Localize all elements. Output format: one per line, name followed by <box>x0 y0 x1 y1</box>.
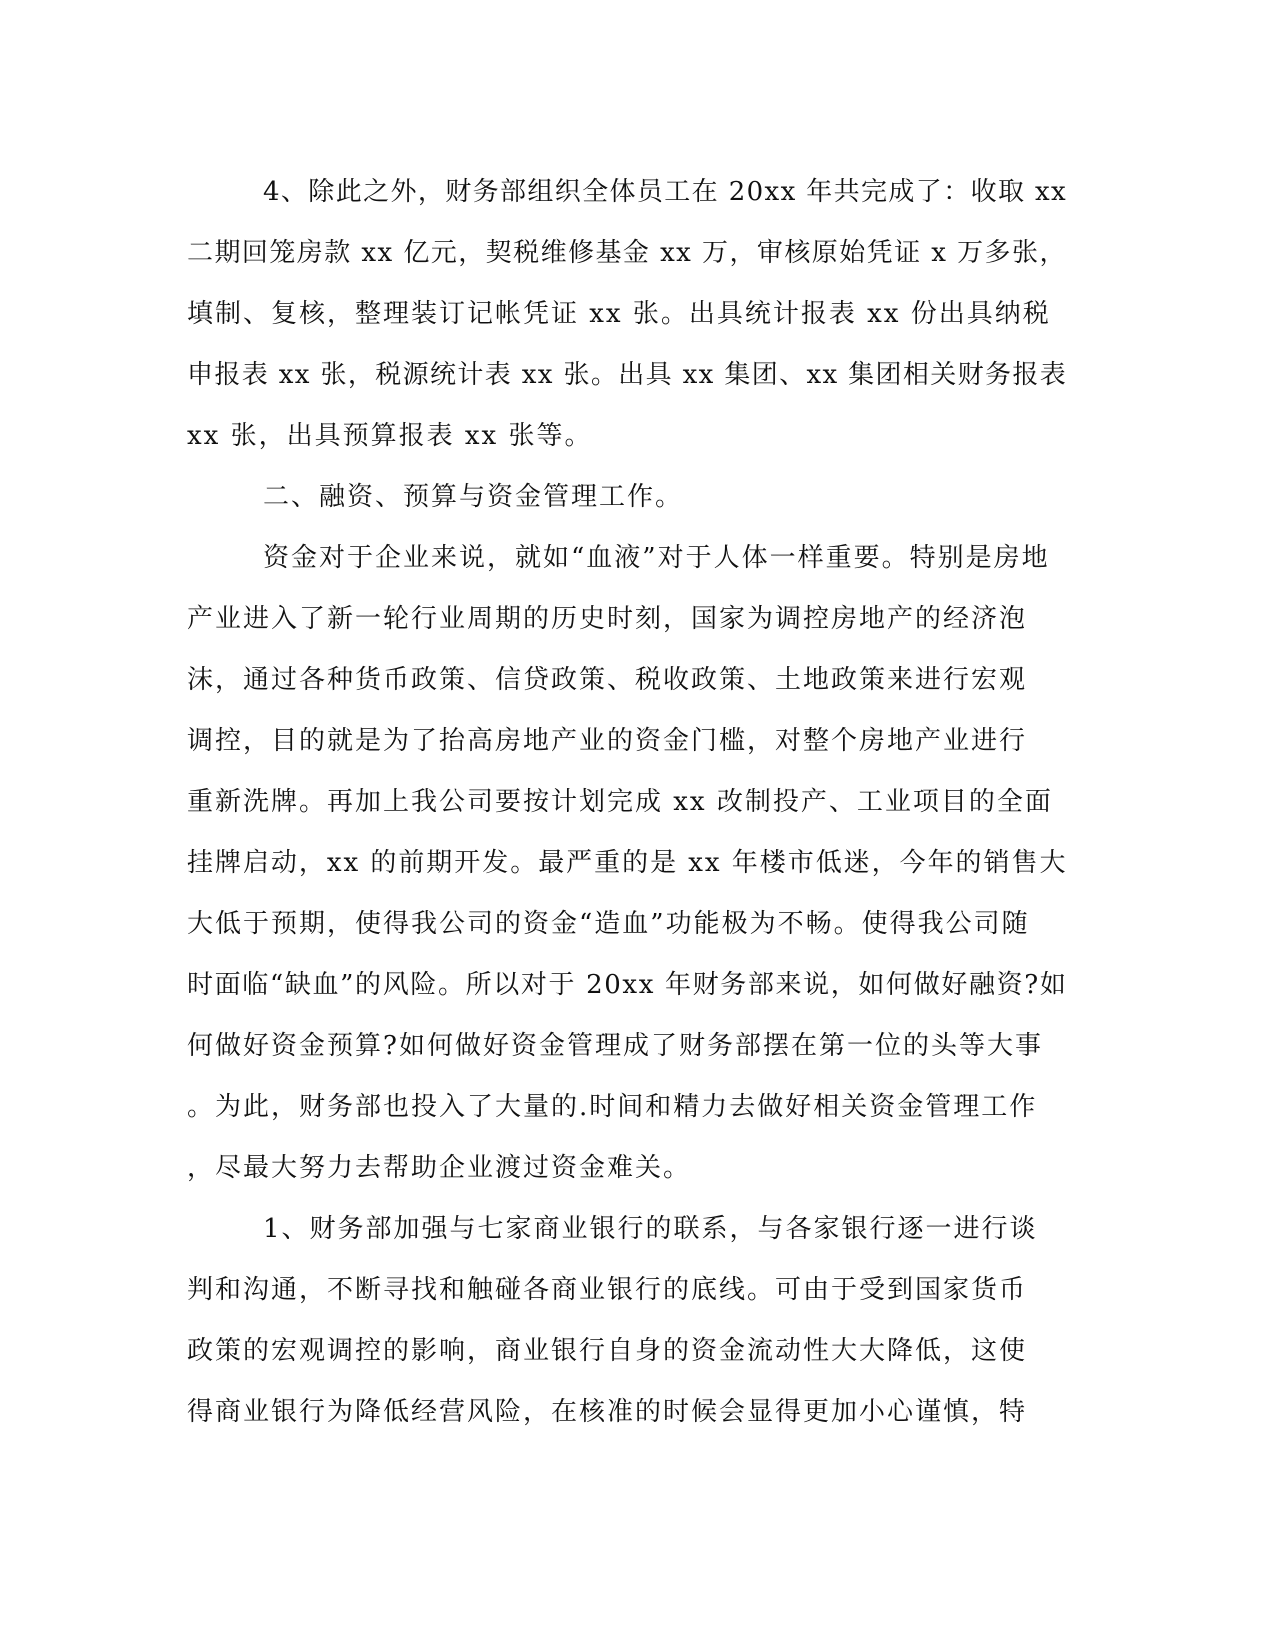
text-line: 1、财务部加强与七家商业银行的联系，与各家银行逐一进行谈 <box>263 1214 1038 1244</box>
section-heading-2 <box>187 467 1087 528</box>
paragraph-funds <box>187 528 1087 1199</box>
text-line: 时面临“缺血”的风险。所以对于 20xx 年财务部来说，如何做好融资?如 <box>187 970 1068 1000</box>
text-line: 填制、复核，整理装订记帐凭证 xx 张。出具统计报表 xx 份出具纳税 <box>187 299 1051 329</box>
text-line: 4、除此之外，财务部组织全体员工在 20xx 年共完成了：收取 xx <box>263 177 1068 207</box>
document-body <box>187 162 1087 1443</box>
text-line: 。为此，财务部也投入了大量的.时间和精力去做好相关资金管理工作 <box>187 1092 1038 1122</box>
text-line: 政策的宏观调控的影响，商业银行自身的资金流动性大大降低，这使 <box>187 1336 1028 1366</box>
text-line: 申报表 xx 张，税源统计表 xx 张。出具 xx 集团、xx 集团相关财务报表 <box>187 360 1068 390</box>
text-line: 大低于预期，使得我公司的资金“造血”功能极为不畅。使得我公司随 <box>187 909 1030 939</box>
text-line: xx 张，出具预算报表 xx 张等。 <box>187 421 593 451</box>
text-line: 挂牌启动，xx 的前期开发。最严重的是 xx 年楼市低迷，今年的销售大 <box>187 848 1068 878</box>
text-line: 重新洗牌。再加上我公司要按计划完成 xx 改制投产、工业项目的全面 <box>187 787 1053 817</box>
text-line: 二期回笼房款 xx 亿元，契税维修基金 xx 万，审核原始凭证 x 万多张， <box>187 238 1067 268</box>
text-line: ，尽最大努力去帮助企业渡过资金难关。 <box>187 1153 692 1183</box>
text-line: 资金对于企业来说，就如“血液”对于人体一样重要。特别是房地 <box>263 543 1050 573</box>
text-line: 产业进入了新一轮行业周期的历史时刻，国家为调控房地产的经济泡 <box>187 604 1028 634</box>
section-heading-text: 二、融资、预算与资金管理工作。 <box>263 482 684 512</box>
paragraph-item-4 <box>187 162 1087 467</box>
text-line: 调控，目的就是为了抬高房地产业的资金门槛，对整个房地产业进行 <box>187 726 1028 756</box>
text-line: 得商业银行为降低经营风险，在核准的时候会显得更加小心谨慎，特 <box>187 1397 1028 1427</box>
text-line: 何做好资金预算?如何做好资金管理成了财务部摆在第一位的头等大事 <box>187 1031 1043 1061</box>
paragraph-item-1 <box>187 1199 1087 1443</box>
text-line: 判和沟通，不断寻找和触碰各商业银行的底线。可由于受到国家货币 <box>187 1275 1028 1305</box>
text-line: 沫，通过各种货币政策、信贷政策、税收政策、土地政策来进行宏观 <box>187 665 1028 695</box>
